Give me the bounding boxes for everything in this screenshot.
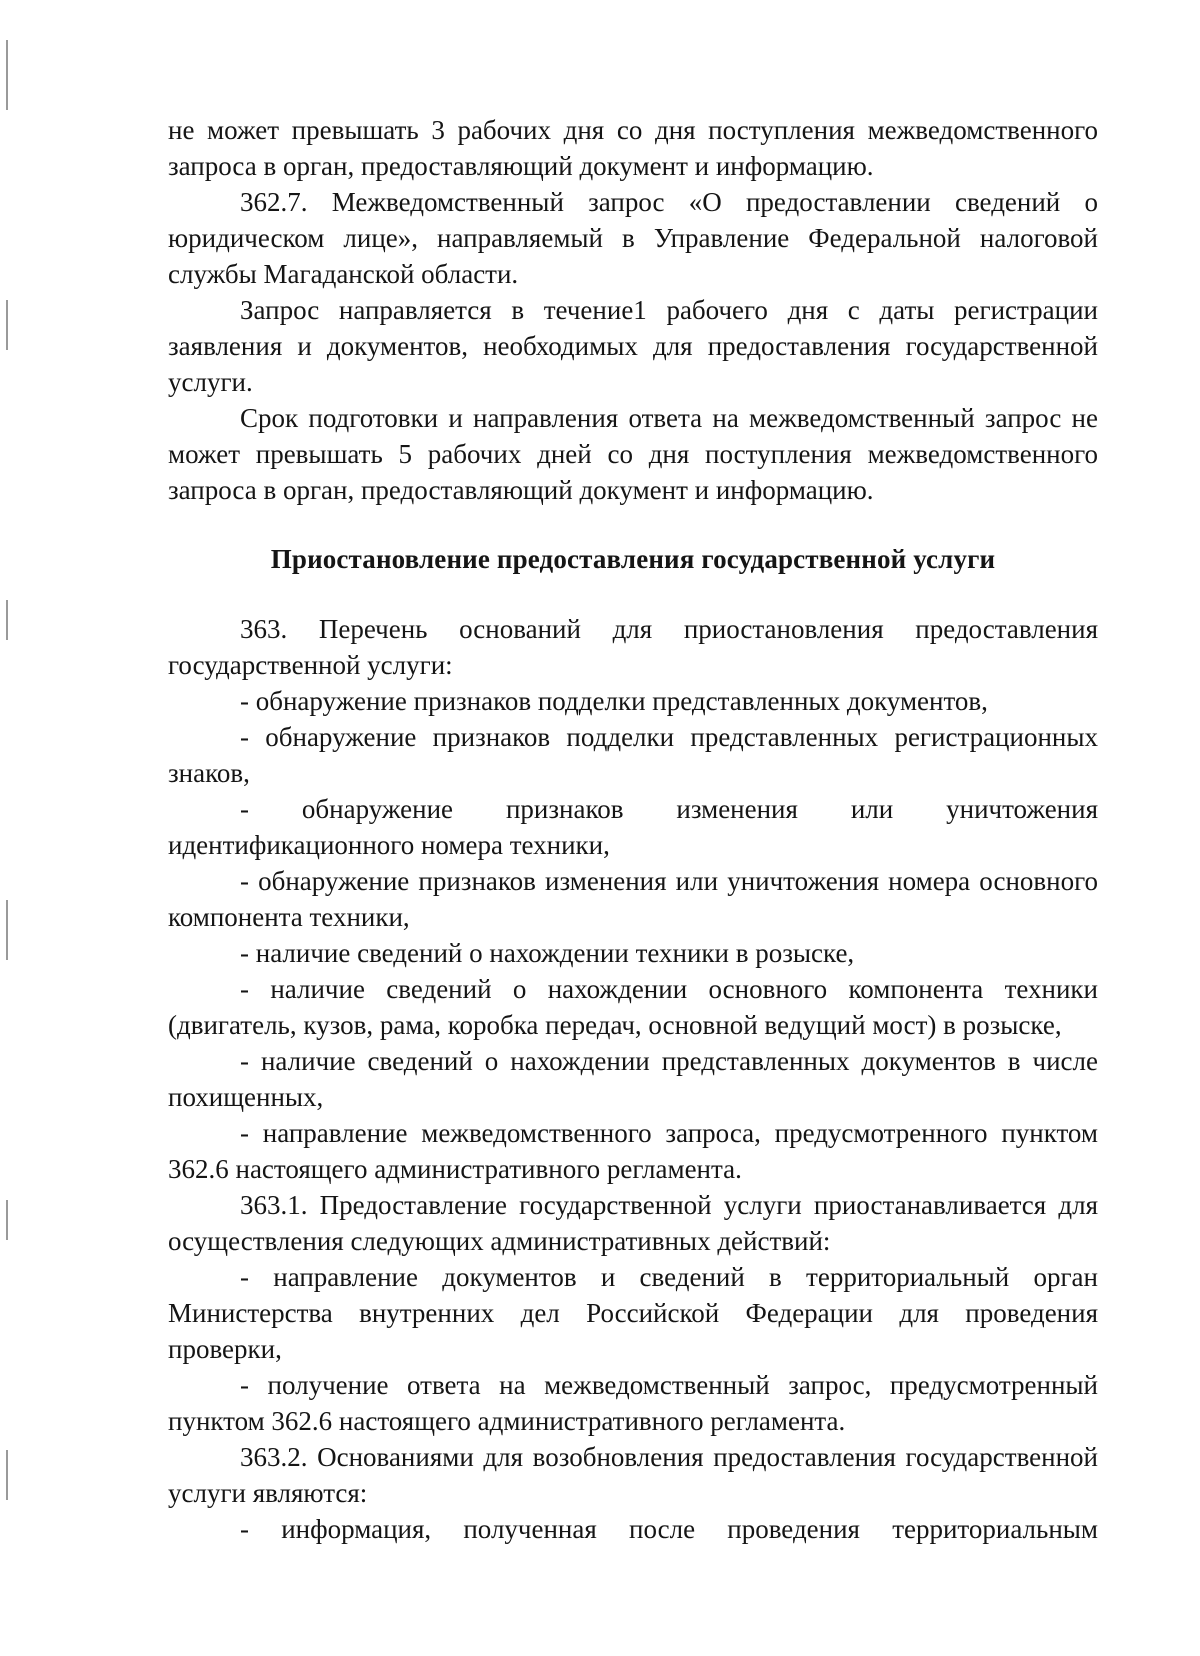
section-heading: Приостановление предоставления государственной услуги [270,544,996,574]
list-item: - обнаружение признаков изменения или уничтожения номера основного компонента техники, [168,866,1098,932]
scan-edge-mark [6,1200,8,1240]
scan-edge-mark [6,1450,8,1500]
list-item: - получение ответа на межведомственный запрос, предусмотренный пунктом 362.6 настоящего административного регламента. [168,1370,1098,1436]
list-item: - обнаружение признаков подделки представленных регистрационных знаков, [168,722,1098,788]
paragraph-request-term: Запрос направляется в течение1 рабочего дня с даты регистрации заявления и документов, необходимых для предоставления государственной услуги. [168,295,1098,397]
paragraph-response-term: Срок подготовки и направления ответа на межведомственный запрос не может превышать 5 рабочих дней со дня поступления межведомственного запроса в орган, предоставляющий документ и информацию. [168,403,1098,505]
paragraph-363-1: 363.1. Предоставление государственной услуги приостанавливается для осуществления следующих административных действий: [168,1190,1098,1256]
scan-edge-mark [6,40,8,110]
scan-edge-mark [6,300,8,350]
list-item: - обнаружение признаков изменения или уничтожения идентификационного номера техники, [168,794,1098,860]
list-item: - наличие сведений о нахождении представленных документов в числе похищенных, [168,1046,1098,1112]
list-item: - информация, полученная после проведения территориальным [240,1514,1098,1544]
paragraph-continuation: не может превышать 3 рабочих дня со дня поступления межведомственного запроса в орган, предоставляющий документ и информацию. [168,115,1098,181]
list-item: - обнаружение признаков подделки представленных документов, [240,686,988,716]
scan-edge-mark [6,600,8,640]
list-item: - наличие сведений о нахождении основного компонента техники (двигатель, кузов, рама, коробка передач, основной ведущий мост) в розыске, [168,974,1098,1040]
document-page [168,112,1098,1547]
list-item: - наличие сведений о нахождении техники в розыске, [240,938,855,968]
list-item: - направление документов и сведений в территориальный орган Министерства внутренних дел Российской Федерации для проведения проверки, [168,1262,1098,1364]
paragraph-362-7: 362.7. Межведомственный запрос «О предоставлении сведений о юридическом лице», направляемый в Управление Федеральной налоговой службы Магаданской области. [168,187,1098,289]
list-item: - направление межведомственного запроса, предусмотренного пунктом 362.6 настоящего административного регламента. [168,1118,1098,1184]
paragraph-363: 363. Перечень оснований для приостановления предоставления государственной услуги: [168,614,1098,680]
scan-edge-mark [6,900,8,960]
paragraph-363-2: 363.2. Основаниями для возобновления предоставления государственной услуги являются: [168,1442,1098,1508]
